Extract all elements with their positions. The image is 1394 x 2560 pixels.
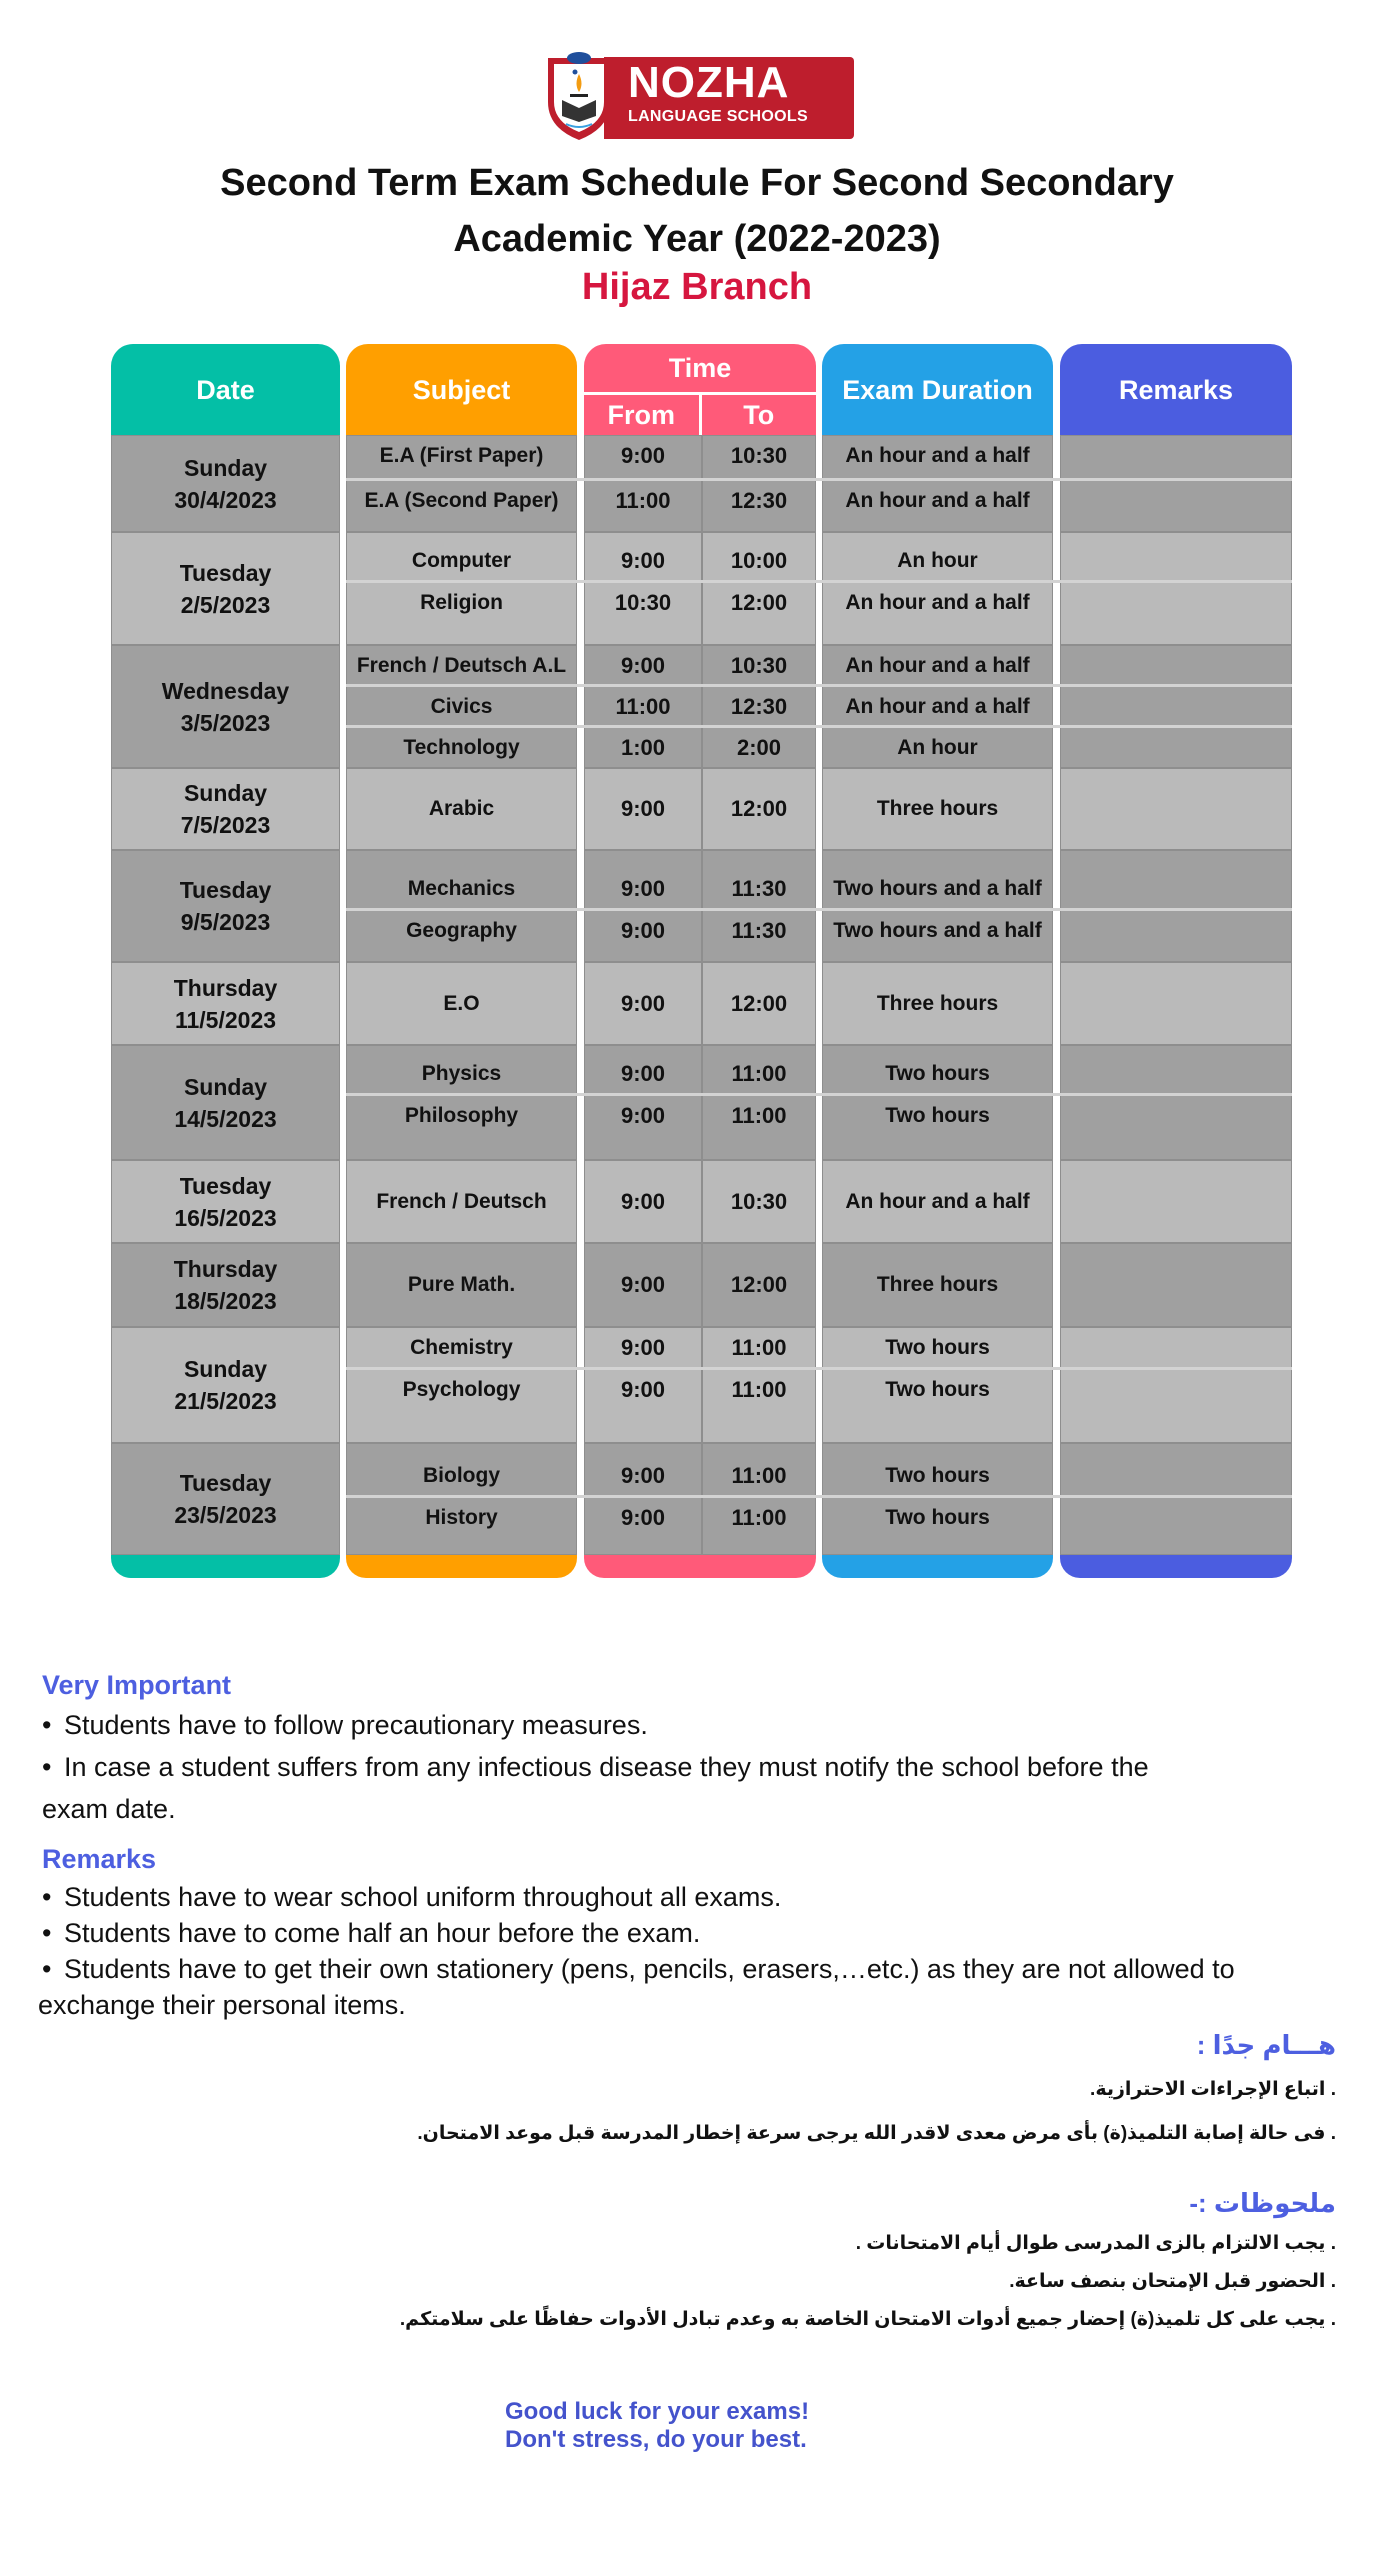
date-cell [111, 768, 340, 850]
time-from-cell: 9:00 [620, 990, 666, 1016]
arabic-remarks-item: . الحضور قبل الإمتحان بنصف ساعة. [1009, 2271, 1336, 2292]
subject-cell: French / Deutsch [376, 1189, 547, 1213]
date-cell [111, 435, 340, 532]
subject-cell: E.A (First Paper) [379, 444, 544, 467]
time-to-cell: 11:00 [731, 1335, 787, 1360]
remarks-cell [1060, 1243, 1292, 1327]
day-block [111, 1443, 1292, 1555]
duration-cell: Three hours [876, 797, 999, 820]
date-cell [111, 1045, 340, 1160]
time-to-cell: 12:00 [730, 796, 788, 821]
day-name: Wednesday [161, 677, 290, 704]
exam-date: 21/5/2023 [174, 1388, 277, 1414]
header-subject: Subject [346, 344, 577, 436]
page-title-line-1: Second Term Exam Schedule For Second Secondary [220, 162, 1174, 204]
logo-school-subtitle: LANGUAGE SCHOOLS [628, 108, 808, 125]
remarks-item: • Students have to come half an hour before the exam. [42, 1912, 700, 1954]
time-from-cell: 9:00 [620, 1505, 666, 1530]
date-cell [111, 645, 340, 768]
duration-cell: Two hours and a half [833, 919, 1042, 942]
duration-cell: Three hours [876, 1273, 999, 1296]
day-name: Sunday [183, 454, 268, 481]
very-important-item-continued: exam date. [42, 1794, 176, 1824]
very-important-item: • In case a student suffers from any infectious disease they must notify the school before the [42, 1746, 1149, 1788]
date-cell [111, 1160, 340, 1243]
duration-cell: An hour and a half [845, 695, 1030, 718]
duration-cell: Two hours [885, 1506, 990, 1529]
date-cell [111, 1327, 340, 1443]
subject-cell: Civics [430, 695, 493, 718]
time-from-cell: 1:00 [620, 735, 666, 760]
subject-cell: E.A (Second Paper) [364, 489, 559, 512]
exam-date: 7/5/2023 [180, 812, 271, 838]
time-from-cell: 9:00 [620, 443, 666, 468]
duration-cell: An hour [897, 549, 978, 572]
remarks-cell [1060, 727, 1292, 769]
header-remarks: Remarks [1060, 344, 1292, 436]
exam-date: 16/5/2023 [174, 1204, 277, 1231]
time-to-cell: 12:30 [730, 488, 788, 513]
footer-cap-time [584, 1555, 816, 1578]
good-luck-line-1: Good luck for your exams! [505, 2398, 810, 2425]
remarks-cell [1060, 1369, 1292, 1411]
remarks-cell [1060, 1497, 1292, 1539]
row-separator [346, 908, 1292, 911]
remarks-cell [1060, 1327, 1292, 1369]
time-to-cell: 12:00 [730, 1272, 788, 1297]
remarks-cell [1060, 540, 1292, 582]
exam-date: 18/5/2023 [174, 1288, 277, 1314]
row-separator [346, 478, 1292, 481]
footer-cap-duration [822, 1555, 1053, 1578]
time-from-cell: 9:00 [620, 796, 666, 821]
time-to-cell: 11:00 [731, 1061, 787, 1086]
time-to-cell: 2:00 [736, 735, 782, 760]
subject-cell: Religion [420, 591, 503, 614]
branch-name: Hijaz Branch [581, 266, 813, 308]
time-to-cell: 11:00 [731, 1463, 787, 1488]
duration-cell: Two hours [885, 1464, 990, 1487]
time-from-cell: 9:00 [620, 1335, 666, 1360]
remarks-cell [1060, 1455, 1292, 1497]
remarks-cell [1060, 962, 1292, 1045]
time-to-cell: 10:30 [730, 1188, 788, 1214]
row-separator [346, 1093, 1292, 1096]
subject-cell: History [425, 1506, 498, 1529]
row-separator [346, 580, 1292, 583]
bullet-icon: • [42, 1918, 52, 1948]
time-from-cell: 9:00 [620, 1377, 666, 1402]
remarks-cell [1060, 1095, 1292, 1137]
day-name: Tuesday [179, 877, 272, 903]
header-from: From [584, 395, 702, 436]
header-exam-duration: Exam Duration [822, 344, 1053, 436]
day-block [111, 1045, 1292, 1160]
duration-cell: An hour and a half [845, 1189, 1030, 1213]
exam-date: 11/5/2023 [174, 1006, 277, 1033]
subject-cell: Philosophy [404, 1104, 519, 1127]
duration-cell: Two hours [885, 1336, 990, 1359]
time-from-cell: 9:00 [620, 1272, 666, 1297]
remarks-cell [1060, 1160, 1292, 1243]
bullet-icon: • [42, 1954, 52, 1984]
subject-cell: Arabic [428, 797, 495, 820]
duration-cell: An hour [897, 736, 978, 759]
remarks-cell [1060, 768, 1292, 850]
subject-cell: Chemistry [410, 1336, 513, 1359]
day-block [111, 532, 1292, 645]
row-separator [346, 1367, 1292, 1370]
page-title-line-2: Academic Year (2022-2023) [453, 218, 941, 260]
time-from-cell: 11:00 [615, 488, 671, 513]
day-name: Sunday [183, 1073, 268, 1100]
time-to-cell: 11:00 [731, 1103, 787, 1128]
day-block [111, 1327, 1292, 1443]
logo-school-name: NOZHA [628, 58, 790, 107]
remarks-item: • Students have to get their own stationery (pens, pencils, erasers,…etc.) as they are not allowed to [42, 1948, 1235, 1990]
exam-date: 23/5/2023 [174, 1502, 277, 1528]
day-block [111, 645, 1292, 768]
date-cell [111, 850, 340, 962]
remarks-cell [1060, 868, 1292, 910]
time-from-cell: 10:30 [614, 590, 672, 615]
remarks-cell [1060, 910, 1292, 952]
date-cell [111, 962, 340, 1045]
date-cell [111, 1243, 340, 1327]
day-block [111, 962, 1292, 1045]
remarks-cell [1060, 435, 1292, 477]
time-to-cell: 10:30 [730, 443, 788, 468]
time-to-cell: 11:30 [731, 918, 787, 943]
exam-date: 14/5/2023 [174, 1105, 277, 1132]
bullet-icon: • [42, 1752, 52, 1782]
date-cell [111, 1443, 340, 1555]
remarks-cell [1060, 480, 1292, 522]
time-from-cell: 9:00 [620, 1463, 666, 1488]
duration-cell: An hour and a half [845, 654, 1030, 677]
time-from-cell: 9:00 [620, 918, 666, 943]
day-name: Tuesday [179, 1172, 272, 1199]
remarks-item-continued: exchange their personal items. [38, 1990, 406, 2020]
subject-cell: Geography [406, 919, 517, 942]
day-block [111, 850, 1292, 962]
remarks-cell [1060, 686, 1292, 728]
very-important-item: • Students have to follow precautionary measures. [42, 1704, 648, 1746]
row-separator [346, 684, 1292, 687]
subject-cell: Biology [423, 1464, 500, 1487]
day-name: Sunday [183, 780, 268, 806]
header-time-label: Time [584, 344, 816, 395]
subject-cell: E.O [443, 991, 480, 1015]
time-from-cell: 9:00 [620, 876, 666, 901]
duration-cell: An hour and a half [845, 591, 1030, 614]
time-to-cell: 12:00 [730, 990, 788, 1016]
time-to-cell: 11:00 [731, 1505, 787, 1530]
footer-cap-remarks [1060, 1555, 1292, 1578]
row-separator [346, 1495, 1292, 1498]
duration-cell: Three hours [876, 991, 999, 1015]
day-name: Thursday [173, 974, 278, 1001]
time-from-cell: 11:00 [615, 694, 671, 719]
remarks-cell [1060, 645, 1292, 687]
arabic-important-item: . اتباع الإجراءات الاحترازية. [1090, 2079, 1336, 2100]
time-to-cell: 12:30 [730, 694, 788, 719]
good-luck-line-2: Don't stress, do your best. [505, 2426, 807, 2453]
time-to-cell: 12:00 [730, 590, 788, 615]
time-from-cell: 9:00 [620, 653, 666, 678]
date-cell [111, 532, 340, 645]
exam-date: 9/5/2023 [180, 909, 271, 935]
good-luck-message [505, 2398, 809, 2454]
subject-cell: Pure Math. [407, 1273, 516, 1296]
time-to-cell: 11:30 [731, 876, 787, 901]
remarks-heading: Remarks [42, 1844, 157, 1874]
subject-cell: Technology [403, 736, 520, 759]
row-separator [346, 725, 1292, 728]
day-block [111, 1160, 1292, 1243]
time-to-cell: 11:00 [731, 1377, 787, 1402]
remarks-cell [1060, 1053, 1292, 1095]
duration-cell: Two hours and a half [833, 877, 1042, 900]
footer-cap-date [111, 1555, 340, 1578]
subject-cell: French / Deutsch A.L [356, 654, 567, 677]
day-name: Tuesday [179, 1470, 272, 1496]
time-from-cell: 9:00 [620, 1103, 666, 1128]
subject-cell: Psychology [402, 1378, 521, 1401]
exam-date: 2/5/2023 [180, 591, 271, 618]
day-name: Tuesday [179, 559, 272, 586]
arabic-remarks-item: . يجب على كل تلميذ(ة) إحضار جميع أدوات الامتحان الخاصة به وعدم تبادل الأدوات حفاظًا على سلامتكم. [399, 2309, 1336, 2330]
day-name: Thursday [173, 1256, 278, 1282]
time-from-cell: 9:00 [620, 548, 666, 573]
header-to: To [743, 400, 775, 430]
duration-cell: Two hours [885, 1378, 990, 1401]
bullet-icon: • [42, 1710, 52, 1740]
time-from-cell: 9:00 [620, 1061, 666, 1086]
exam-date: 30/4/2023 [174, 486, 277, 513]
day-name: Sunday [183, 1356, 268, 1382]
footer-cap-subject [346, 1555, 577, 1578]
arabic-important-item: . فى حالة إصابة التلميذ(ة) بأى مرض معدى لاقدر الله يرجى سرعة إخطار المدرسة قبل موعد الامتحان. [417, 2123, 1336, 2144]
remarks-cell [1060, 582, 1292, 624]
day-block [111, 1243, 1292, 1327]
subject-cell: Mechanics [407, 877, 516, 900]
header-time [584, 344, 816, 436]
header-date: Date [111, 344, 340, 436]
duration-cell: An hour and a half [845, 444, 1030, 467]
arabic-remarks-heading: ملحوظات :- [1189, 2188, 1336, 2218]
duration-cell: An hour and a half [845, 489, 1030, 512]
remarks-item: • Students have to wear school uniform throughout all exams. [42, 1876, 781, 1918]
day-block [111, 435, 1292, 532]
duration-cell: Two hours [885, 1104, 990, 1127]
arabic-important-heading: هـــام جدًا : [1196, 2030, 1336, 2060]
time-from-cell: 9:00 [620, 1188, 666, 1214]
exam-date: 3/5/2023 [180, 709, 271, 736]
time-to-cell: 10:30 [730, 653, 788, 678]
duration-cell: Two hours [885, 1062, 990, 1085]
arabic-remarks-item: . يجب الالتزام بالزى المدرسى طوال أيام الامتحانات . [855, 2233, 1336, 2254]
very-important-heading: Very Important [42, 1670, 232, 1700]
subject-cell: Computer [411, 549, 512, 572]
school-logo [544, 50, 854, 146]
time-to-cell: 10:00 [730, 548, 788, 573]
bullet-icon: • [42, 1882, 52, 1912]
subject-cell: Physics [421, 1062, 502, 1085]
day-block [111, 768, 1292, 850]
